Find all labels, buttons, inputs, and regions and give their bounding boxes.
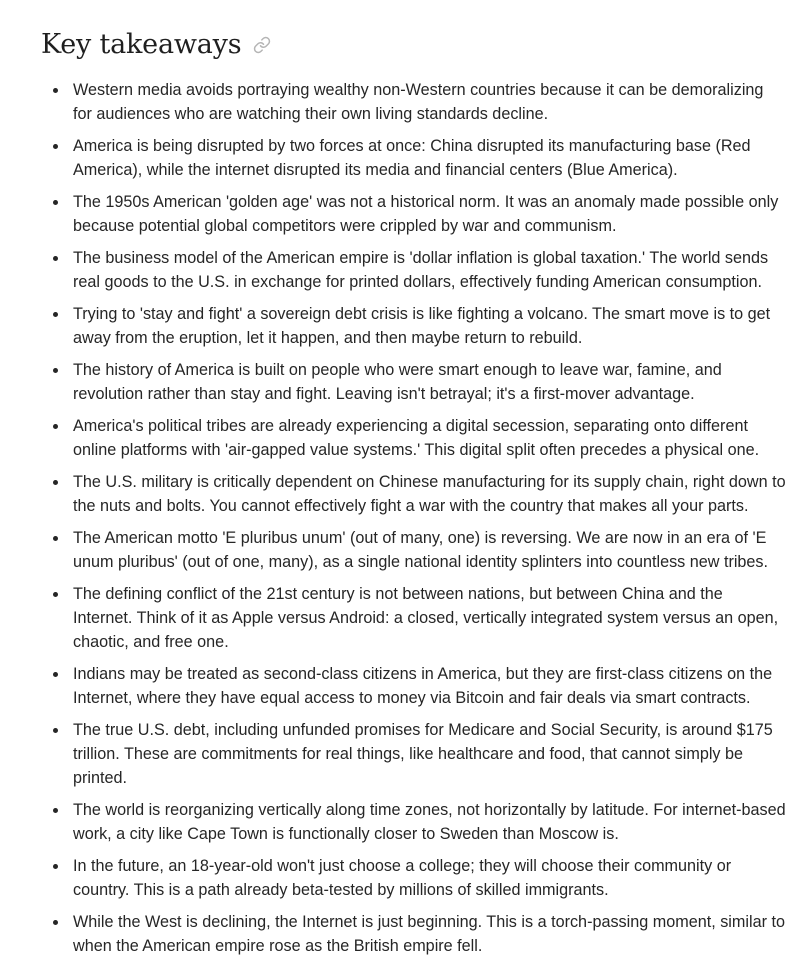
section-title: Key takeaways bbox=[41, 29, 242, 60]
takeaway-text: The business model of the American empire is 'dollar inflation is global taxation.' The world sends real goods to the U.S. in exchange for printed dollars, effectively funding American consumption. bbox=[73, 249, 769, 291]
list-item bbox=[41, 134, 786, 182]
takeaway-text: America's political tribes are already experiencing a digital secession, separating onto different online platforms with 'air-gapped value systems.' This digital split often precedes a physical one. bbox=[73, 417, 760, 459]
bullet-icon bbox=[53, 312, 58, 317]
bullet-icon bbox=[53, 256, 58, 261]
takeaway-text: In the future, an 18-year-old won't just choose a college; they will choose their community or country. This is a path already beta-tested by millions of skilled immigrants. bbox=[73, 857, 732, 899]
list-item bbox=[41, 78, 786, 126]
takeaway-text: The history of America is built on people who were smart enough to leave war, famine, and revolution rather than stay and fight. Leaving isn't betrayal; it's a first-mover advantage. bbox=[73, 361, 722, 403]
takeaway-text: The U.S. military is critically dependent on Chinese manufacturing for its supply chain, right down to the nuts and bolts. You cannot effectively fight a war with the country that makes all your parts. bbox=[73, 473, 786, 515]
bullet-icon bbox=[53, 368, 58, 373]
bullet-icon bbox=[53, 536, 58, 541]
list-item bbox=[41, 190, 786, 238]
bullet-icon bbox=[53, 480, 58, 485]
bullet-icon bbox=[53, 672, 58, 677]
takeaway-text: The defining conflict of the 21st century is not between nations, but between China and the Internet. Think of it as Apple versus Android: a closed, vertically integrated system versus an open, chaotic, and free one. bbox=[73, 585, 779, 651]
list-item bbox=[41, 358, 786, 406]
takeaway-text: Western media avoids portraying wealthy non-Western countries because it can be demoralizing for audiences who are watching their own living standards decline. bbox=[73, 81, 764, 123]
list-item bbox=[41, 582, 786, 654]
bullet-icon bbox=[53, 424, 58, 429]
list-item bbox=[41, 526, 786, 574]
section-header bbox=[41, 24, 271, 66]
list-item bbox=[41, 798, 786, 846]
takeaway-text: Trying to 'stay and fight' a sovereign debt crisis is like fighting a volcano. The smart move is to get away from the eruption, let it happen, and then maybe return to rebuild. bbox=[73, 305, 771, 347]
list-item bbox=[41, 470, 786, 518]
bullet-icon bbox=[53, 808, 58, 813]
list-item bbox=[41, 662, 786, 710]
bullet-icon bbox=[53, 592, 58, 597]
list-item bbox=[41, 718, 786, 790]
list-item bbox=[41, 910, 786, 958]
list-item bbox=[41, 854, 786, 902]
takeaway-text: The true U.S. debt, including unfunded promises for Medicare and Social Security, is around $175 trillion. These are commitments for real things, like healthcare and food, that cannot simply be printed. bbox=[73, 721, 773, 787]
bullet-icon bbox=[53, 88, 58, 93]
takeaway-text: The American motto 'E pluribus unum' (out of many, one) is reversing. We are now in an era of 'E unum pluribus' (out of one, many), as a single national identity splinters into countless new tribes. bbox=[73, 529, 769, 571]
list-item bbox=[41, 246, 786, 294]
takeaway-text: The 1950s American 'golden age' was not a historical norm. It was an anomaly made possible only because potential global competitors were crippled by war and communism. bbox=[73, 193, 779, 235]
takeaway-text: While the West is declining, the Internet is just beginning. This is a torch-passing moment, similar to when the American empire rose as the British empire fell. bbox=[73, 913, 785, 955]
takeaways-list bbox=[41, 78, 786, 966]
bullet-icon bbox=[53, 864, 58, 869]
list-item bbox=[41, 302, 786, 350]
bullet-icon bbox=[53, 728, 58, 733]
takeaway-text: The world is reorganizing vertically along time zones, not horizontally by latitude. For internet-based work, a city like Cape Town is functionally closer to Sweden than Moscow is. bbox=[73, 801, 786, 843]
bullet-icon bbox=[53, 144, 58, 149]
list-item bbox=[41, 414, 786, 462]
link-icon[interactable] bbox=[253, 36, 271, 54]
takeaway-text: Indians may be treated as second-class citizens in America, but they are first-class citizens on the Internet, where they have equal access to money via Bitcoin and fair deals via smart contracts. bbox=[73, 665, 773, 707]
bullet-icon bbox=[53, 200, 58, 205]
takeaway-text: America is being disrupted by two forces at once: China disrupted its manufacturing base (Red America), while the internet disrupted its media and financial centers (Blue America). bbox=[73, 137, 751, 179]
bullet-icon bbox=[53, 920, 58, 925]
